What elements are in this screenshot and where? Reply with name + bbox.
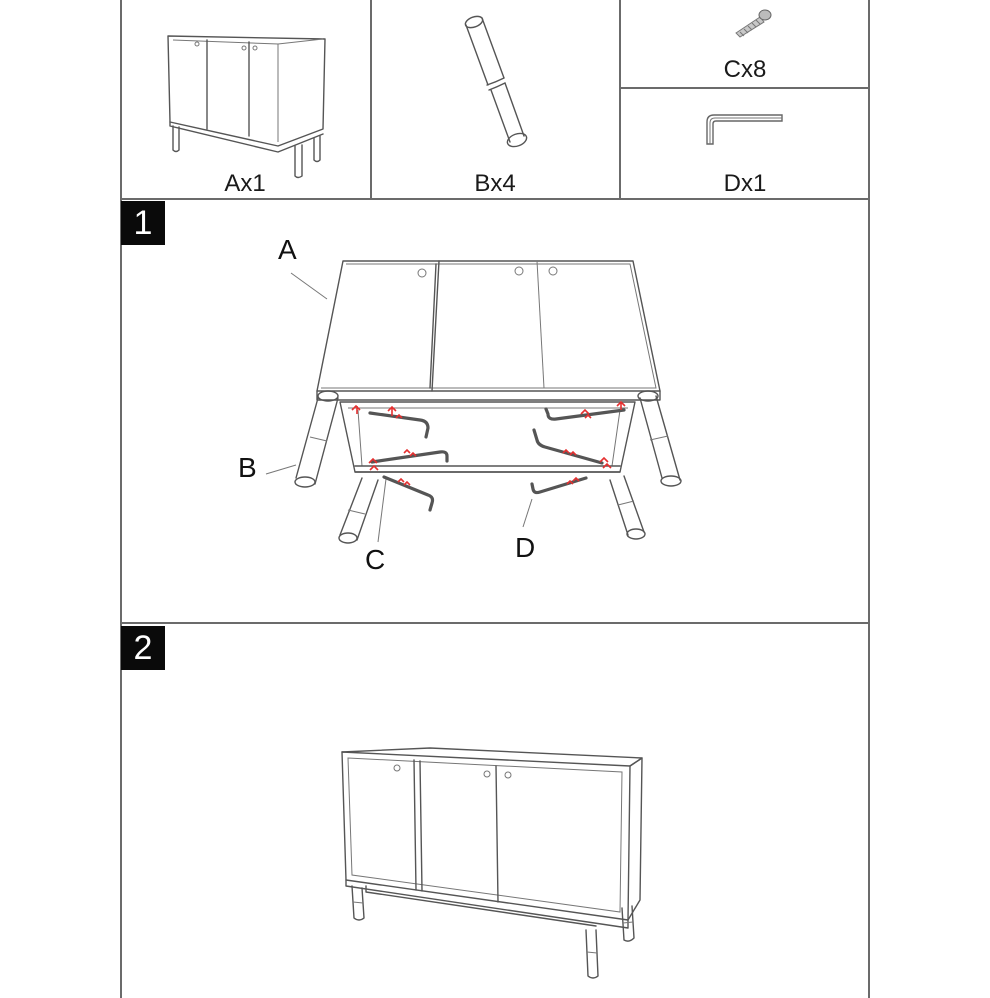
part-d-label: Dx1: [723, 170, 767, 197]
callout-d: D: [515, 532, 536, 563]
leader-b: [266, 465, 296, 474]
part-c-label: Cx8: [723, 56, 767, 83]
callout-c: C: [365, 544, 386, 575]
callout-b: B: [238, 452, 257, 483]
parts-divider-cd: [620, 87, 870, 89]
step-1-badge: 1: [121, 201, 165, 245]
step-1-illustration: [230, 250, 700, 560]
part-b-label: Bx4: [474, 170, 516, 197]
cabinet-icon: [160, 30, 340, 160]
leg-icon: [460, 12, 540, 152]
assembled-cabinet-illustration: [330, 740, 650, 980]
allen-key-icon: [700, 110, 790, 150]
callout-a: A: [278, 234, 297, 265]
parts-divider-bcd: [619, 0, 621, 199]
leader-d: [523, 499, 532, 527]
step-divider: [120, 622, 870, 624]
parts-divider-ab: [370, 0, 372, 199]
leader-a: [291, 273, 327, 299]
parts-row-divider: [120, 198, 870, 200]
part-a-label: Ax1: [224, 170, 266, 197]
step-2-badge: 2: [121, 626, 165, 670]
screw-icon: [730, 5, 780, 40]
leader-c: [378, 479, 386, 542]
